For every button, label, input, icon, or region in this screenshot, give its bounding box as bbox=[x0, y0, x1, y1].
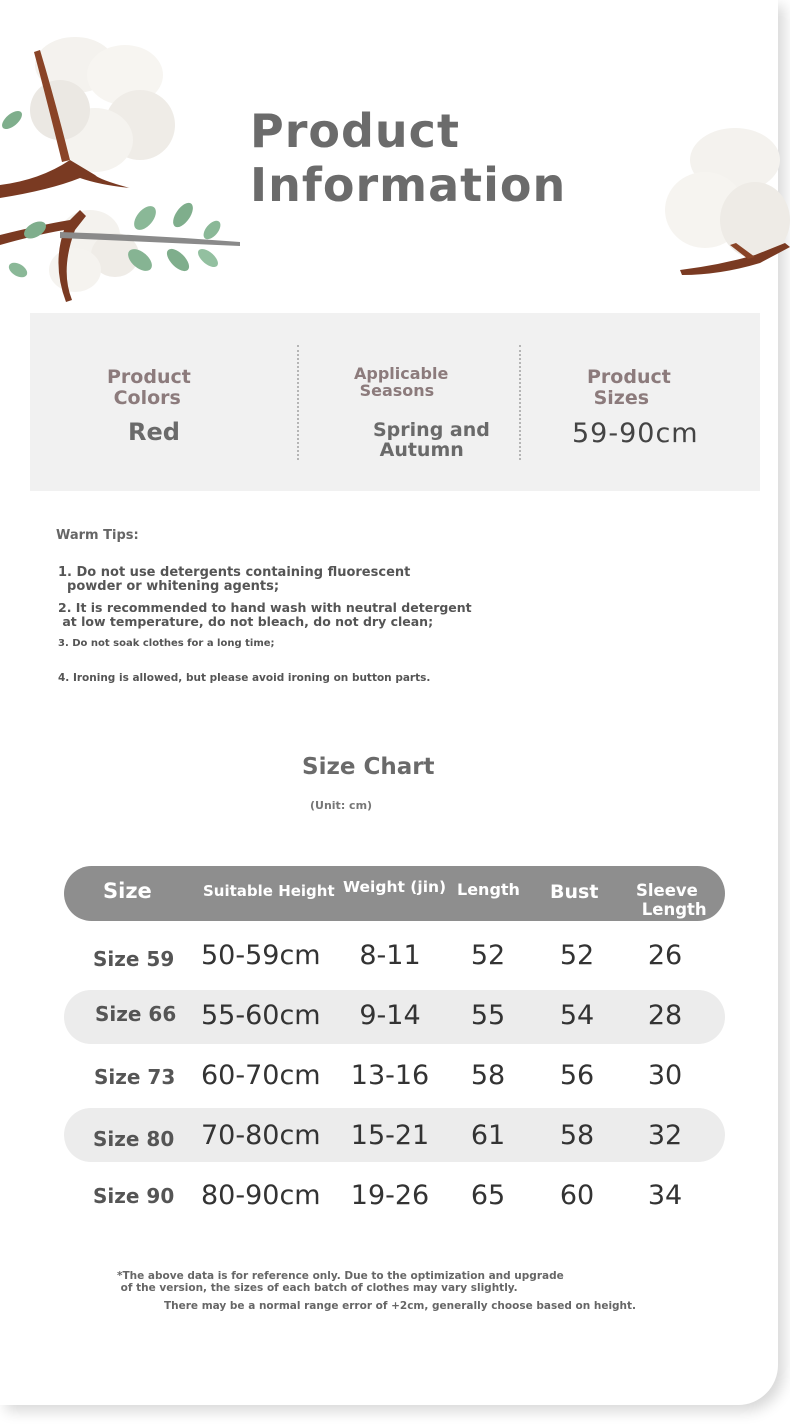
size-chart-unit: (Unit: cm) bbox=[310, 799, 373, 812]
warm-tip-item: 4. Ironing is allowed, but please avoid ironing on button parts. bbox=[58, 672, 431, 684]
header-weight: Weight (jin) bbox=[343, 878, 447, 896]
info-divider bbox=[519, 345, 521, 460]
info-divider bbox=[297, 345, 299, 460]
cell-weight: 8-11 bbox=[359, 940, 421, 971]
disclaimer-note: *The above data is for reference only. Due to the optimization and upgrade of the version, the sizes of each batch of clothes may vary slightly. bbox=[117, 1270, 564, 1294]
cell-sleeve: 26 bbox=[647, 940, 683, 971]
page-title: Product Information bbox=[250, 104, 567, 212]
row-size-label: Size 73 bbox=[94, 1065, 176, 1089]
cell-weight: 19-26 bbox=[350, 1180, 430, 1211]
warm-tip-item: 1. Do not use detergents containing fluorescent powder or whitening agents; bbox=[58, 565, 411, 594]
cell-height: 55-60cm bbox=[201, 1000, 321, 1031]
cell-length: 52 bbox=[470, 940, 506, 971]
applicable-seasons-label: Applicable Seasons bbox=[354, 364, 449, 400]
row-size-label: Size 80 bbox=[93, 1127, 175, 1151]
cell-bust: 56 bbox=[559, 1060, 595, 1091]
header-suitable-height: Suitable Height bbox=[203, 882, 335, 900]
cotton-branch-left-icon bbox=[0, 20, 260, 310]
cell-sleeve: 30 bbox=[647, 1060, 683, 1091]
product-colors-value: Red bbox=[128, 418, 180, 446]
cell-sleeve: 32 bbox=[647, 1120, 683, 1151]
error-note: There may be a normal range error of +2cm, generally choose based on height. bbox=[164, 1300, 637, 1312]
cell-weight: 9-14 bbox=[359, 1000, 421, 1031]
cell-length: 55 bbox=[470, 1000, 506, 1031]
product-sizes-value: 59-90cm bbox=[572, 418, 699, 449]
cell-bust: 54 bbox=[559, 1000, 595, 1031]
cell-bust: 52 bbox=[559, 940, 595, 971]
cell-length: 61 bbox=[470, 1120, 506, 1151]
cell-weight: 15-21 bbox=[350, 1120, 430, 1151]
product-colors-label: Product Colors bbox=[107, 366, 191, 409]
size-chart-title: Size Chart bbox=[302, 754, 435, 780]
cell-length: 65 bbox=[470, 1180, 506, 1211]
cell-length: 58 bbox=[470, 1060, 506, 1091]
cell-height: 70-80cm bbox=[201, 1120, 321, 1151]
cell-bust: 58 bbox=[559, 1120, 595, 1151]
cell-height: 60-70cm bbox=[201, 1060, 321, 1091]
warm-tip-item: 3. Do not soak clothes for a long time; bbox=[58, 638, 275, 649]
cell-weight: 13-16 bbox=[350, 1060, 430, 1091]
cell-sleeve: 34 bbox=[647, 1180, 683, 1211]
header-size: Size bbox=[103, 879, 152, 903]
row-size-label: Size 59 bbox=[93, 947, 175, 971]
row-size-label: Size 66 bbox=[95, 1002, 177, 1026]
cell-height: 80-90cm bbox=[201, 1180, 321, 1211]
applicable-seasons-value: Spring and Autumn bbox=[373, 419, 490, 461]
warm-tip-item: 2. It is recommended to hand wash with neutral detergent at low temperature, do not bleach, do not dry clean; bbox=[58, 600, 472, 629]
cell-height: 50-59cm bbox=[201, 940, 321, 971]
header-bust: Bust bbox=[550, 881, 599, 903]
cell-bust: 60 bbox=[559, 1180, 595, 1211]
row-size-label: Size 90 bbox=[93, 1184, 175, 1208]
warm-tips-title: Warm Tips: bbox=[56, 528, 139, 543]
cell-sleeve: 28 bbox=[647, 1000, 683, 1031]
header-sleeve-length: Sleeve Length bbox=[636, 881, 707, 919]
product-sizes-label: Product Sizes bbox=[587, 366, 671, 409]
header-length: Length bbox=[457, 880, 520, 899]
